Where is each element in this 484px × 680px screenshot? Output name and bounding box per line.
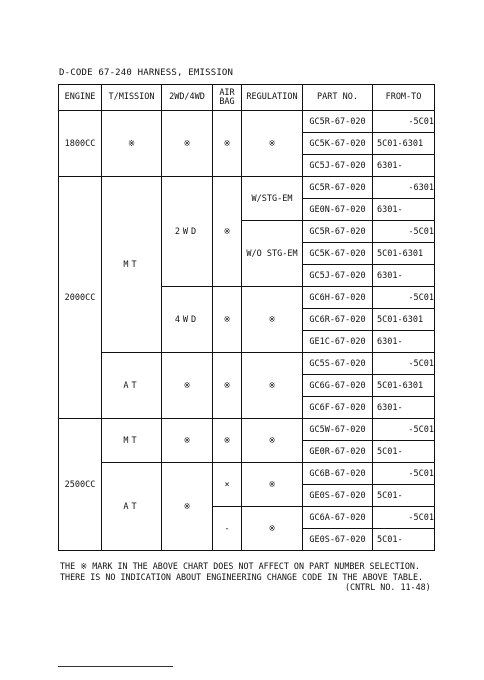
header-airbag xyxy=(213,85,242,111)
tmission-mark: ※ xyxy=(102,111,162,177)
notes xyxy=(60,561,431,593)
part-no-cell: GC6H-67-020 xyxy=(303,287,373,309)
airbag-mark: ※ xyxy=(213,287,242,353)
header-part-no: PART NO. xyxy=(303,85,373,111)
regulation-mark: ※ xyxy=(242,419,303,463)
regulation-mark: ※ xyxy=(242,111,303,177)
part-no-cell: GC6B-67-020 xyxy=(303,463,373,485)
from-to-cell: 5C01-6301 xyxy=(373,133,435,155)
engine-cell-2000: 2000CC xyxy=(59,177,102,419)
from-to-cell: -6301 xyxy=(373,177,435,199)
from-to-cell: -5C01 xyxy=(373,353,435,375)
from-to-cell: 6301- xyxy=(373,265,435,287)
part-no-cell: GC5J-67-020 xyxy=(303,265,373,287)
from-to-cell: -5C01 xyxy=(373,111,435,133)
regulation-mark: ※ xyxy=(242,287,303,353)
part-no-cell: GC5R-67-020 xyxy=(303,177,373,199)
part-no-cell: GC5J-67-020 xyxy=(303,155,373,177)
from-to-cell: -5C01 xyxy=(373,419,435,441)
from-to-cell: 5C01- xyxy=(373,441,435,463)
airbag-mark: ※ xyxy=(213,419,242,463)
from-to-cell: 5C01-6301 xyxy=(373,309,435,331)
header-row xyxy=(59,85,435,111)
header-airbag-line2: BAG xyxy=(219,96,235,107)
table-row xyxy=(59,177,435,199)
part-no-cell: GE0R-67-020 xyxy=(303,441,373,463)
part-no-cell: GE0S-67-020 xyxy=(303,529,373,551)
drive-mark: ※ xyxy=(162,353,213,419)
header-airbag-line1: AIR xyxy=(219,87,235,98)
airbag-dash: - xyxy=(213,507,242,551)
airbag-cross: × xyxy=(213,463,242,507)
drive-cell-2wd: 2WD xyxy=(162,177,213,287)
header-engine: ENGINE xyxy=(59,85,102,111)
from-to-cell: 5C01- xyxy=(373,485,435,507)
tmission-cell-at: AT xyxy=(102,463,162,551)
part-no-cell: GC6G-67-020 xyxy=(303,375,373,397)
part-no-cell: GE0N-67-020 xyxy=(303,199,373,221)
drive-mark: ※ xyxy=(162,463,213,551)
parts-table xyxy=(58,84,435,551)
regulation-cell-w-stg: W/STG-EM xyxy=(242,177,303,221)
from-to-cell: -5C01 xyxy=(373,287,435,309)
part-no-cell: GC6R-67-020 xyxy=(303,309,373,331)
regulation-cell-wo-stg: W/O STG-EM xyxy=(242,221,303,287)
regulation-mark: ※ xyxy=(242,463,303,507)
table-row xyxy=(59,353,435,375)
footer-divider xyxy=(58,666,173,667)
from-to-cell: 5C01-6301 xyxy=(373,243,435,265)
from-to-cell: 6301- xyxy=(373,397,435,419)
part-no-cell: GC5K-67-020 xyxy=(303,133,373,155)
part-no-cell: GE0S-67-020 xyxy=(303,485,373,507)
table-row xyxy=(59,111,435,133)
regulation-mark: ※ xyxy=(242,507,303,551)
airbag-mark: ※ xyxy=(213,111,242,177)
table-row xyxy=(59,463,435,485)
regulation-mark: ※ xyxy=(242,353,303,419)
from-to-cell: -5C01 xyxy=(373,221,435,243)
drive-mark: ※ xyxy=(162,419,213,463)
from-to-cell: 6301- xyxy=(373,331,435,353)
part-no-cell: GC5R-67-020 xyxy=(303,221,373,243)
from-to-cell: 5C01-6301 xyxy=(373,375,435,397)
part-no-cell: GC6F-67-020 xyxy=(303,397,373,419)
engine-cell-1800: 1800CC xyxy=(59,111,102,177)
from-to-cell: 5C01- xyxy=(373,529,435,551)
part-no-cell: GC5W-67-020 xyxy=(303,419,373,441)
control-number: (CNTRL NO. 11-48) xyxy=(345,582,431,592)
airbag-mark: ※ xyxy=(213,177,242,287)
header-drive: 2WD/4WD xyxy=(162,85,213,111)
note-line-1: THE ※ MARK IN THE ABOVE CHART DOES NOT AFFECT ON PART NUMBER SELECTION. xyxy=(60,561,420,571)
part-no-cell: GC5K-67-020 xyxy=(303,243,373,265)
tmission-cell-mt: MT xyxy=(102,419,162,463)
header-regulation: REGULATION xyxy=(242,85,303,111)
from-to-cell: -5C01 xyxy=(373,507,435,529)
document-title: D-CODE 67-240 HARNESS, EMISSION xyxy=(59,68,234,78)
from-to-cell: -5C01 xyxy=(373,463,435,485)
tmission-cell-at: AT xyxy=(102,353,162,419)
from-to-cell: 6301- xyxy=(373,199,435,221)
part-no-cell: GE1C-67-020 xyxy=(303,331,373,353)
engine-cell-2500: 2500CC xyxy=(59,419,102,551)
part-no-cell: GC5R-67-020 xyxy=(303,111,373,133)
part-no-cell: GC5S-67-020 xyxy=(303,353,373,375)
header-tmission: T/MISSION xyxy=(102,85,162,111)
airbag-mark: ※ xyxy=(213,353,242,419)
table-row xyxy=(59,419,435,441)
header-from-to: FROM-TO xyxy=(373,85,435,111)
from-to-cell: 6301- xyxy=(373,155,435,177)
note-line-2: THERE IS NO INDICATION ABOUT ENGINEERING CHANGE CODE IN THE ABOVE TABLE. xyxy=(60,571,424,582)
part-no-cell: GC6A-67-020 xyxy=(303,507,373,529)
tmission-cell-mt: MT xyxy=(102,177,162,353)
drive-cell-4wd: 4WD xyxy=(162,287,213,353)
drive-mark: ※ xyxy=(162,111,213,177)
